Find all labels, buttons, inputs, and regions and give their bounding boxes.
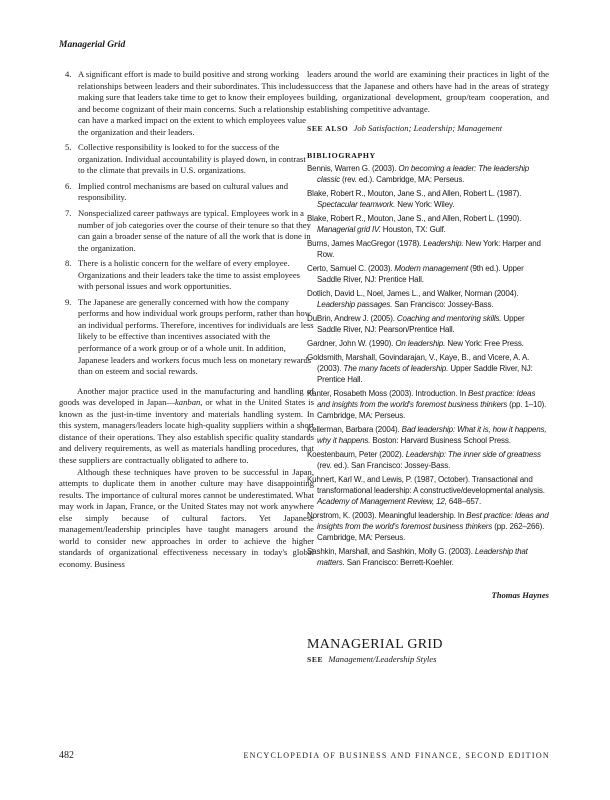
bibliography-entry: Blake, Robert R., Mouton, Jane S., and Allen, Robert L. (1990). Managerial grid IV. Houston, TX: Gulf. <box>307 213 522 234</box>
list-item <box>59 208 314 254</box>
list-item-number: 5. <box>65 142 72 153</box>
list-item-number: 4. <box>65 69 72 79</box>
body-paragraph-continuation: leaders around the world are examining their practices in light of the success that the Japanese and others have had in the areas of strategy building, organizational development, group/team cooperation, and establishing competitive advantage. <box>307 69 549 114</box>
bibliography-entry: Burns, James MacGregor (1978). Leadership. New York: Harper and Row. <box>307 238 541 259</box>
list-item-text: Implied control mechanisms are based on cultural values and responsibility. <box>78 180 289 203</box>
list-item-number: 8. <box>65 258 72 269</box>
list-item <box>59 181 314 204</box>
bibliography-entry: Dotlich, David L., Noel, James L., and Walker, Norman (2004). Leadership passages. San Francisco: Jossey-Bass. <box>307 288 519 309</box>
bibliography-heading: BIBLIOGRAPHY <box>307 150 376 160</box>
body-paragraph-culture: Although these techniques have proven to be successful in Japan, attempts to duplicate them in another culture may have disappointing results. The importance of cultural mores cannot be underestimated. What may work in Japan, France, or the United States may not work anywhere else simply because of cultural factors. Yet Japanese management/leadership principles have taught managers around the world to consider new approaches in order to achieve the higher standards of organizational effectiveness necessary in today's global economy. Business <box>59 466 314 569</box>
bibliography-entry: Gardner, John W. (1990). On leadership. New York: Free Press. <box>307 338 524 348</box>
paragraph-text: Another major practice used in the manufacturing and handling of goods was developed in Japan— <box>59 385 314 408</box>
entry-title: MANAGERIAL GRID <box>307 636 443 652</box>
bibliography-entry: Koestenbaum, Peter (2002). Leadership: The inner side of greatness (rev. ed.). San Francisco: Jossey-Bass. <box>307 449 541 470</box>
bibliography-entry: Certo, Samuel C. (2003). Modern management (9th ed.). Upper Saddle River, NJ: Prentice Hall. <box>307 263 524 284</box>
list-item-number: 7. <box>65 208 72 219</box>
list-item-text: Nonspecialized career pathways are typical. Employees work in a number of job categories over the course of their tenure so that they can gain a broader sense of the nature of all the work that is done in the organization. <box>78 208 311 253</box>
body-paragraph-kanban <box>59 386 314 467</box>
footer-book-title: ENCYCLOPEDIA OF BUSINESS AND FINANCE, SECOND EDITION <box>243 751 550 760</box>
bibliography-entry: Bennis, Warren G. (2003). On becoming a leader: The leadership classic (rev. ed.). Cambridge, MA: Perseus. <box>307 163 530 184</box>
list-item-number: 9. <box>65 296 72 307</box>
bibliography-entry: Goldsmith, Marshall, Govindarajan, V., Kaye, B., and Vicere, A. A. (2003). The many facets of leadership. Upper Saddle River, NJ: Prentice Hall. <box>307 352 533 384</box>
bibliography-entry: Norstrom, K. (2003). Meaningful leadership. In Best practice: Ideas and insights from the world's foremost business thinkers (pp. 262–266). Cambridge, MA: Perseus. <box>307 510 549 542</box>
see-also-label: SEE ALSO <box>307 124 349 134</box>
entry-see-link[interactable]: Management/Leadership Styles <box>328 653 437 664</box>
bibliography-entry: DuBrin, Andrew J. (2005). Coaching and mentoring skills. Upper Saddle River, NJ: Pearson/Prentice Hall. <box>307 313 525 334</box>
bibliography-entry: Sashkin, Marshall, and Sashkin, Molly G. (2003). Leadership that matters. San Francisco: Berrett-Koehler. <box>307 546 528 567</box>
bibliography-entry: Kanter, Rosabeth Moss (2003). Introduction. In Best practice: Ideas and insights from the world's foremost business thinkers (pp. 1–10). Cambridge, MA: Perseus. <box>307 388 547 420</box>
list-item-text: Collective responsibility is looked to for the success of the organization. Individual accountability is played down, in contrast to the climate that prevails in U.S. organizations. <box>78 142 306 176</box>
list-item-text: A significant effort is made to build positive and strong working relationships between leaders and their subordinates. This includes making sure that leaders take time to get to know their employees and become cognizant of their main concerns. Such a relationship can have a marked impact on the extent to which employees value the organization and their leaders. <box>78 69 308 137</box>
see-also <box>307 123 549 135</box>
left-column <box>59 69 314 570</box>
running-head: Managerial Grid <box>59 40 126 50</box>
numbered-list <box>59 69 314 378</box>
article-author: Thomas Haynes <box>491 589 549 600</box>
page-number: 482 <box>59 750 74 761</box>
bibliography-list <box>307 163 549 568</box>
list-item-text: The Japanese are generally concerned with how the company performs and how individual work groups perform, rather than how an individual performs. Therefore, incentives for individuals are less likely to be effective than incentives associated with the performance of a work group or of a whole unit. In addition, Japanese leaders and workers focus much less on monetary rewards than on esteem and social rewards. <box>78 296 314 377</box>
right-column <box>307 69 549 664</box>
bibliography-entry: Kuhnert, Karl W., and Lewis, P. (1987, October). Transactional and transformational leadership: A constructive/developmental analysis. Academy of Management Review, 12, 648–657. <box>307 474 545 506</box>
list-item <box>59 69 314 138</box>
list-item-number: 6. <box>65 180 72 191</box>
bibliography-entry: Blake, Robert R., Mouton, Jane S., and Allen, Robert L. (1987). Spectacular teamwork. New York: Wiley. <box>307 188 522 209</box>
list-item <box>59 258 314 293</box>
list-item <box>59 142 314 177</box>
list-item <box>59 297 314 378</box>
paragraph-text: or what in the United States is known as the just-in-time inventory and materials handling system. In this system, managers/leaders locate high-quality suppliers within a short distance of their operations. They also establish specific quality standards and delivery requirements, as well as materials handling procedures, that these suppliers are contractually obligated to adhere to. <box>59 397 314 465</box>
list-item-text: There is a holistic concern for the welfare of every employee. Organizations and their leaders take the time to assist employees with personal issues and work opportunities. <box>78 258 301 292</box>
entry-see-label: SEE <box>307 654 324 664</box>
see-also-links[interactable]: Job Satisfaction; Leadership; Management <box>353 123 503 134</box>
entry-see-reference <box>307 654 549 664</box>
kanban-term: kanban, <box>174 397 203 408</box>
bibliography-entry: Kellerman, Barbara (2004). Bad leadership: What it is, how it happens, why it happens. Boston: Harvard Business School Press. <box>307 424 547 445</box>
